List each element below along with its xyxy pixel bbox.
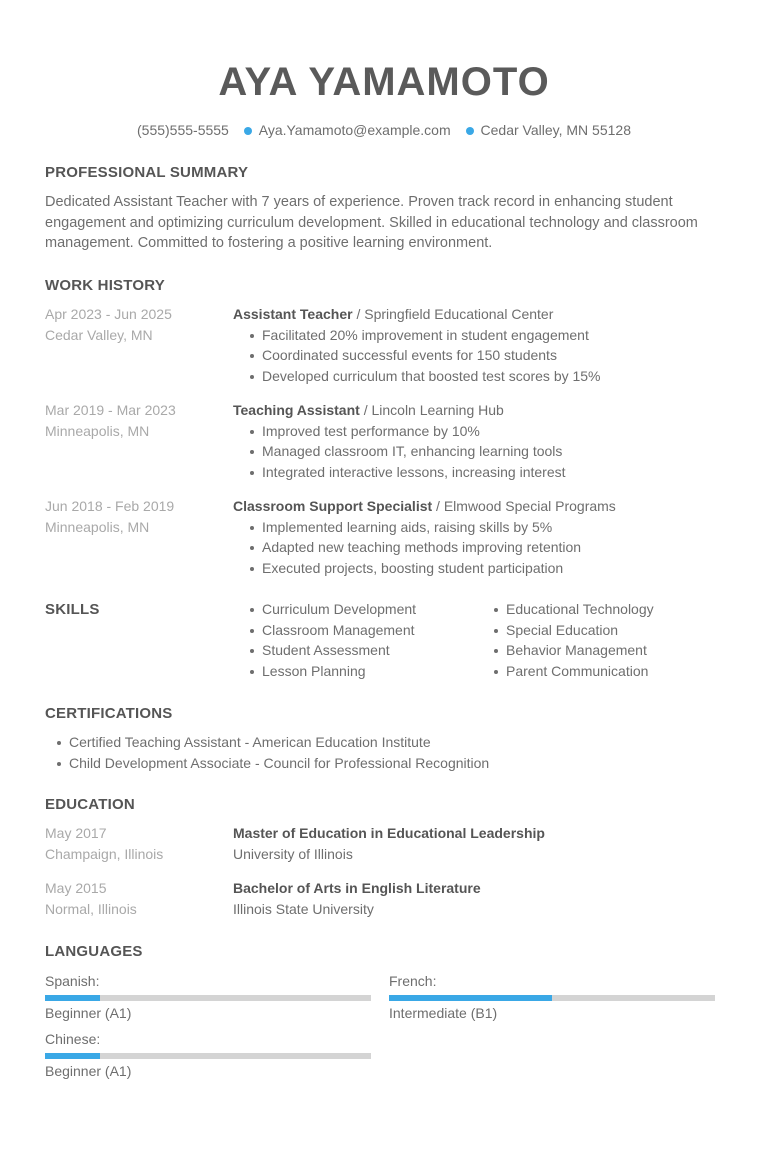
language-proficiency-fill — [45, 995, 100, 1001]
job-title: Assistant Teacher — [233, 306, 353, 322]
education-degree: Bachelor of Arts in English Literature — [233, 880, 481, 896]
summary-heading: PROFESSIONAL SUMMARY — [45, 164, 249, 181]
certification-item: Certified Teaching Assistant - American Education Institute — [57, 732, 725, 753]
location: Cedar Valley, MN 55128 — [480, 122, 631, 138]
job-bullet: Improved test performance by 10% — [250, 421, 713, 442]
languages-heading: LANGUAGES — [45, 943, 143, 960]
language-proficiency-bar — [389, 995, 715, 1001]
contact-line — [0, 122, 768, 138]
language-entry — [389, 972, 715, 1022]
language-proficiency-fill — [389, 995, 552, 1001]
language-entry — [45, 1030, 371, 1080]
job-location: Minneapolis, MN — [45, 518, 150, 535]
job-bullet: Coordinated successful events for 150 students — [250, 345, 713, 366]
job-dates: Apr 2023 - Jun 2025 — [45, 306, 172, 322]
email: Aya.Yamamoto@example.com — [258, 122, 451, 138]
language-name: Chinese: — [45, 1031, 101, 1047]
certifications-list — [45, 732, 725, 773]
candidate-name: AYA YAMAMOTO — [218, 60, 550, 104]
education-degree: Master of Education in Educational Leadership — [233, 825, 545, 841]
summary-text: Dedicated Assistant Teacher with 7 years of experience. Proven track record in enhancing student engagement and optimizing curriculum development. Skilled in educational technology and classroom management. Committed to fostering a positive learning environment. — [45, 194, 698, 251]
education-school: University of Illinois — [233, 845, 353, 862]
language-proficiency-bar — [45, 1053, 371, 1059]
education-location: Champaign, Illinois — [45, 845, 164, 862]
skill-item: Student Assessment — [250, 640, 473, 661]
certifications-heading: CERTIFICATIONS — [45, 705, 173, 722]
job-location: Minneapolis, MN — [45, 422, 150, 439]
job-bullet: Integrated interactive lessons, increasing interest — [250, 462, 713, 483]
skill-item: Lesson Planning — [250, 661, 473, 682]
education-school: Illinois State University — [233, 900, 374, 917]
job-employer: / Elmwood Special Programs — [432, 498, 616, 514]
job-bullet: Executed projects, boosting student participation — [250, 558, 713, 579]
skills-column — [477, 599, 717, 681]
language-name: Spanish: — [45, 973, 100, 989]
work-history-heading: WORK HISTORY — [45, 277, 165, 294]
certification-item: Child Development Associate - Council for Professional Recognition — [57, 753, 725, 774]
education-location: Normal, Illinois — [45, 900, 137, 917]
language-proficiency-fill — [45, 1053, 100, 1059]
skills-column — [233, 599, 473, 681]
job-title: Classroom Support Specialist — [233, 498, 433, 514]
skill-item: Special Education — [494, 620, 717, 641]
language-name: French: — [389, 973, 437, 989]
education-heading: EDUCATION — [45, 796, 135, 813]
job-bullet: Adapted new teaching methods improving retention — [250, 537, 713, 558]
job-employer: / Springfield Educational Center — [352, 306, 554, 322]
job-title: Teaching Assistant — [233, 402, 360, 418]
job-dates: Mar 2019 - Mar 2023 — [45, 402, 176, 418]
language-level: Intermediate (B1) — [389, 1005, 498, 1021]
job-bullet: Managed classroom IT, enhancing learning tools — [250, 441, 713, 462]
bullet-dot-icon — [244, 127, 252, 135]
education-date: May 2017 — [45, 825, 107, 841]
phone: (555)555-5555 — [137, 122, 229, 138]
education-date: May 2015 — [45, 880, 107, 896]
skill-item: Behavior Management — [494, 640, 717, 661]
job-employer: / Lincoln Learning Hub — [359, 402, 504, 418]
language-level: Beginner (A1) — [45, 1063, 132, 1079]
skill-item: Educational Technology — [494, 599, 717, 620]
job-bullet: Developed curriculum that boosted test scores by 15% — [250, 366, 713, 387]
bullet-dot-icon — [466, 127, 474, 135]
skill-item: Curriculum Development — [250, 599, 473, 620]
skill-item: Parent Communication — [494, 661, 717, 682]
language-proficiency-bar — [45, 995, 371, 1001]
language-level: Beginner (A1) — [45, 1005, 132, 1021]
job-bullet: Facilitated 20% improvement in student engagement — [250, 325, 713, 346]
language-entry — [45, 972, 371, 1022]
job-dates: Jun 2018 - Feb 2019 — [45, 498, 175, 514]
skill-item: Classroom Management — [250, 620, 473, 641]
job-location: Cedar Valley, MN — [45, 326, 153, 343]
skills-heading: SKILLS — [45, 601, 100, 618]
job-bullet: Implemented learning aids, raising skills by 5% — [250, 517, 713, 538]
